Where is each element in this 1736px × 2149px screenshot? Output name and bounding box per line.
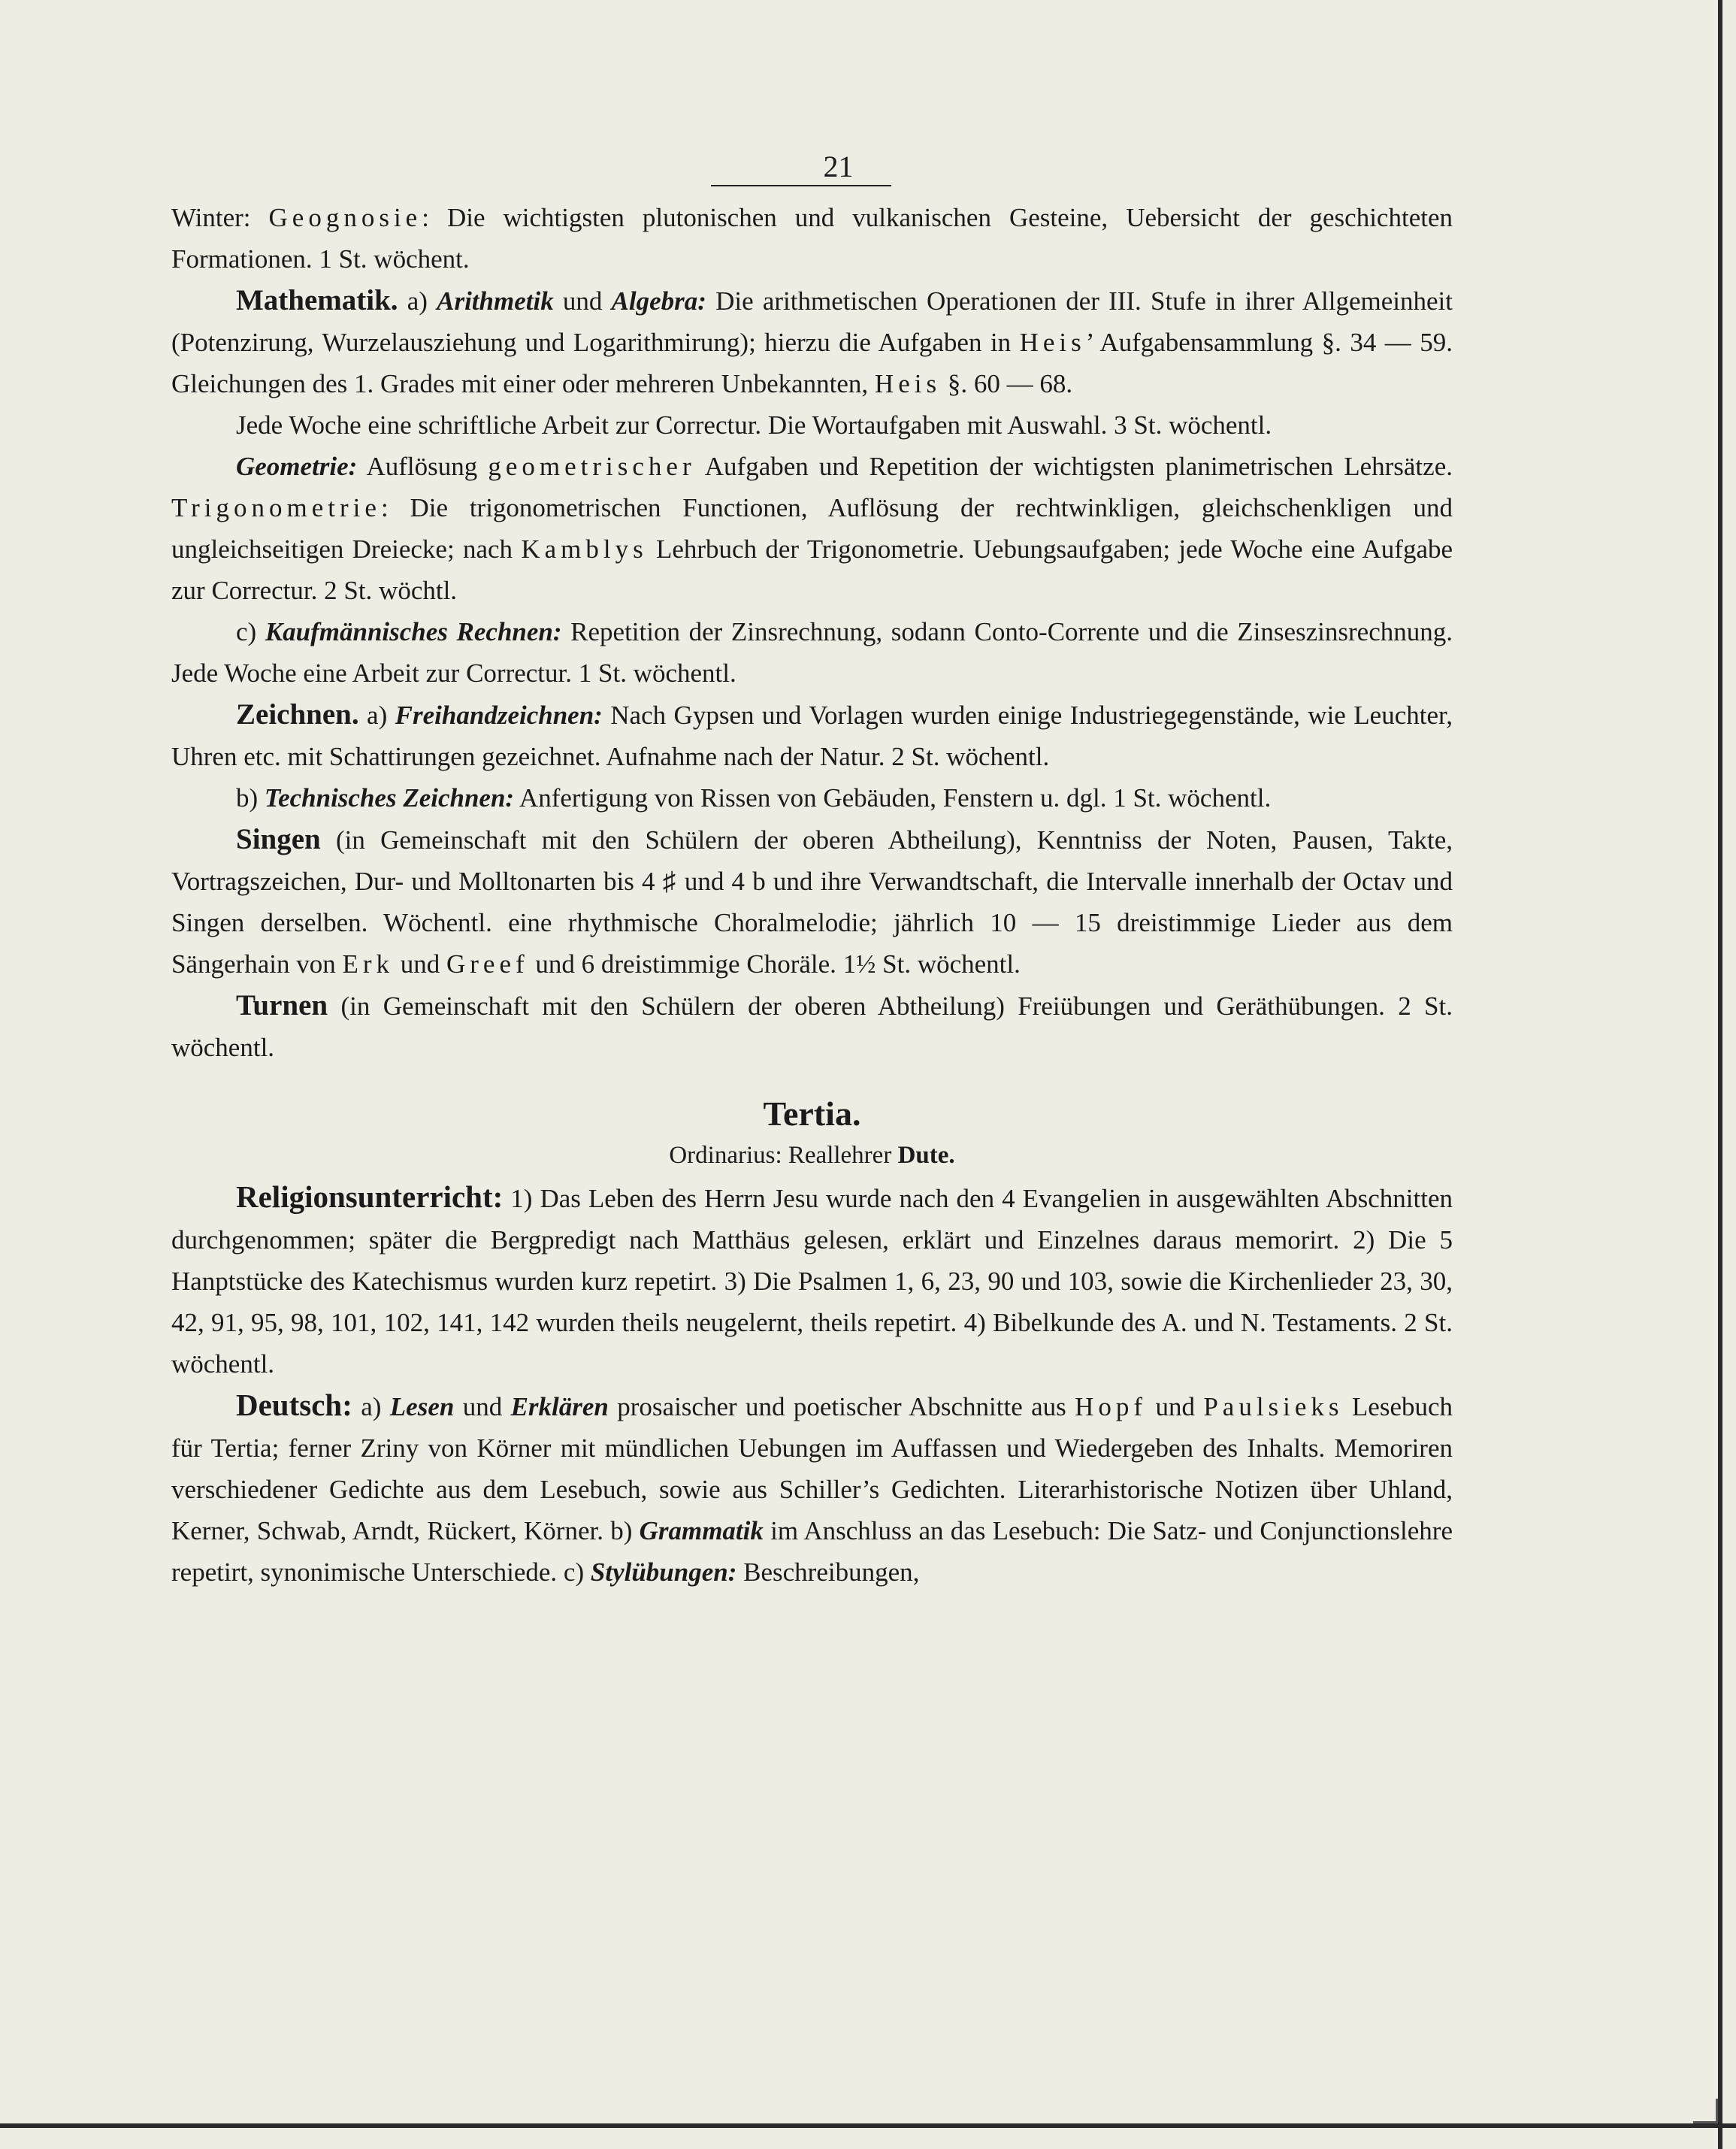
text-run: Heis xyxy=(874,369,942,398)
text-run: Aufgaben und Repetition der wichtigsten planimetrischen Lehrsätze. xyxy=(695,452,1453,481)
text-run: Algebra: xyxy=(611,286,706,316)
text-run: Erklären xyxy=(510,1392,609,1421)
text-run: und xyxy=(454,1392,511,1421)
text-run: Erk xyxy=(342,949,394,979)
text-run: Greef xyxy=(446,949,529,979)
ordinarius-name: Dute. xyxy=(897,1142,955,1169)
scan-edge-right xyxy=(1718,0,1722,2149)
text-run: Lesebuch für Tertia; ferner Zriny von Körner mit mündlichen Uebungen im Auffassen und Wiedergeben des Inhalts. Memoriren verschiedener Gedichte aus dem Lesebuch, sowie aus Schiller’s Gedichten. Literarhistorische Notizen über Uhland, Kerner, Schwab, Arndt, Rückert, Körner. b) xyxy=(171,1392,1453,1545)
section-title: Tertia. xyxy=(763,1094,861,1133)
text-run: a) xyxy=(352,1392,390,1421)
text-run: im Anschluss an das Lesebuch: Die Satz- und Conjunctionslehre repetirt, synonimische Unterschiede. c) xyxy=(171,1516,1453,1587)
paragraph-religion xyxy=(171,1176,1453,1385)
text-run: : Die wichtigsten plutonischen und vulkanischen Gesteine, Uebersicht der geschichteten Formationen. 1 St. wöchent. xyxy=(171,203,1453,274)
text-run: 1) Das Leben des Herrn Jesu wurde nach den 4 Evangelien in ausgewählten Abschnitten durchgenommen; später die Bergpredigt nach Matthäus gelesen, erklärt und Einzelnes daraus memorirt. 2) Die 5 Hanptstücke des Katechismus wurden kurz repetirt. 3) Die Psalmen 1, 6, 23, 90 und 103, sowie die Kirchenlieder 23, 30, 42, 91, 95, 98, 101, 102, 141, 142 wurden theils neugelernt, theils repetirt. 4) Bibelkunde des A. und N. Testaments. 2 St. wöchentl. xyxy=(171,1184,1453,1379)
text-run: Geometrie: xyxy=(236,452,358,481)
text-run: Grammatik xyxy=(639,1516,764,1545)
paragraph-jede-woche xyxy=(171,404,1453,446)
paragraph-turnen xyxy=(171,985,1453,1068)
text-run: Winter: xyxy=(171,203,269,232)
paragraph-mathematik xyxy=(171,280,1453,404)
text-run: Repetition der Zinsrechnung, sodann Conto-Corrente und die Zinseszinsrechnung. Jede Woche eine Arbeit zur Correctur. 1 St. wöchentl. xyxy=(171,617,1453,688)
paragraph-kaufm-rechnen xyxy=(171,611,1453,694)
text-run: Mathematik. xyxy=(236,284,398,316)
text-run: §. 60 — 68. xyxy=(941,369,1073,398)
text-run: Zeichnen. xyxy=(236,698,359,731)
text-run: und xyxy=(1147,1392,1204,1421)
text-run: Singen xyxy=(236,823,321,855)
text-run: Freihandzeichnen: xyxy=(395,701,603,730)
scan-edge-bottom xyxy=(0,2123,1736,2128)
paragraph-winter xyxy=(171,197,1453,280)
text-run: Turnen xyxy=(236,989,328,1022)
paragraph-zeichnen xyxy=(171,694,1453,777)
ordinarius-label: Ordinarius: Reallehrer xyxy=(669,1142,898,1169)
text-run: Deutsch: xyxy=(236,1388,352,1422)
upper-paragraphs xyxy=(171,197,1453,1068)
text-run: b) xyxy=(236,783,265,813)
text-run: : Die trigonometrischen Functionen, Auflösung der rechtwinkligen, gleichschenkligen und ungleichseitigen Dreiecke; nach xyxy=(171,493,1453,564)
text-run: und xyxy=(553,286,612,316)
text-run: c) xyxy=(236,617,265,646)
scan-corner-mark xyxy=(1693,2099,1718,2123)
text-run: Die arithmetischen Operationen der III. Stufe in ihrer Allgemeinheit (Potenzirung, Wurzelausziehung und Logarithmirung); hierzu die Aufgaben in xyxy=(171,286,1453,357)
text-run: Hopf xyxy=(1075,1392,1148,1421)
text-run: Anfertigung von Rissen von Gebäuden, Fenstern u. dgl. 1 St. wöchentl. xyxy=(514,783,1272,813)
text-run: Technisches Zeichnen: xyxy=(264,783,515,813)
page-number: 21 xyxy=(823,150,854,183)
page-text xyxy=(171,150,1453,1593)
paragraph-techn-zeichnen xyxy=(171,777,1453,819)
text-run: a) xyxy=(358,701,395,730)
text-run: Geognosie xyxy=(268,203,422,232)
ordinarius-line xyxy=(171,1137,1453,1173)
text-run: Jede Woche eine schriftliche Arbeit zur Correctur. Die Wortaufgaben mit Auswahl. 3 St. wöchentl. xyxy=(236,410,1272,440)
text-run: Religionsunterricht: xyxy=(236,1179,504,1214)
text-run: und xyxy=(394,949,446,979)
text-run: Trigonometrie xyxy=(171,493,381,522)
text-run: Heis xyxy=(1019,328,1086,357)
page-number-rule xyxy=(711,185,891,186)
text-run: geometrischer xyxy=(488,452,696,481)
text-run: Kaufmännisches Rechnen: xyxy=(265,617,562,646)
text-run: prosaischer und poetischer Abschnitte aus xyxy=(608,1392,1075,1421)
text-run: (in Gemeinschaft mit den Schülern der oberen Abtheilung) Freiübungen und Geräthübungen. 2 St. wöchentl. xyxy=(171,991,1453,1062)
text-run: Arithmetik xyxy=(437,286,554,316)
lower-paragraphs xyxy=(171,1176,1453,1593)
text-run: Auflösung xyxy=(357,452,488,481)
text-run: (in Gemeinschaft mit den Schülern der oberen Abtheilung), Kenntniss der Noten, Pausen, Takte, Vortragszeichen, Dur- und Molltonarten bis 4 ♯ und 4 b und ihre Verwandtschaft, die Intervalle innerhalb der Octav und Singen derselben. Wöchentl. eine rhythmische Choralmelodie; jährlich 10 — 15 dreistimmige Lieder aus dem Sängerhain von xyxy=(171,825,1453,979)
text-run: Beschreibungen, xyxy=(736,1557,920,1587)
paragraph-singen xyxy=(171,819,1453,985)
text-run: und 6 dreistimmige Choräle. 1½ St. wöchentl. xyxy=(528,949,1021,979)
text-run: a) xyxy=(398,286,437,316)
text-run: Lesen xyxy=(389,1392,455,1421)
text-run: Nach Gypsen und Vorlagen wurden einige Industriegegenstände, wie Leuchter, Uhren etc. mit Schattirungen gezeichnet. Aufnahme nach der Natur. 2 St. wöchentl. xyxy=(171,701,1453,771)
paragraph-geometrie xyxy=(171,446,1453,611)
paragraph-deutsch xyxy=(171,1385,1453,1593)
text-run: ’ Aufgabensammlung §. 34 — 59. Gleichungen des 1. Grades mit einer oder mehreren Unbekannten, xyxy=(171,328,1453,398)
text-run: Kamblys xyxy=(521,534,648,564)
text-run: Stylübungen: xyxy=(590,1557,737,1587)
text-run: Lehrbuch der Trigonometrie. Uebungsaufgaben; jede Woche eine Aufgabe zur Correctur. 2 St. wöchtl. xyxy=(171,534,1453,605)
text-run: Paulsieks xyxy=(1203,1392,1344,1421)
